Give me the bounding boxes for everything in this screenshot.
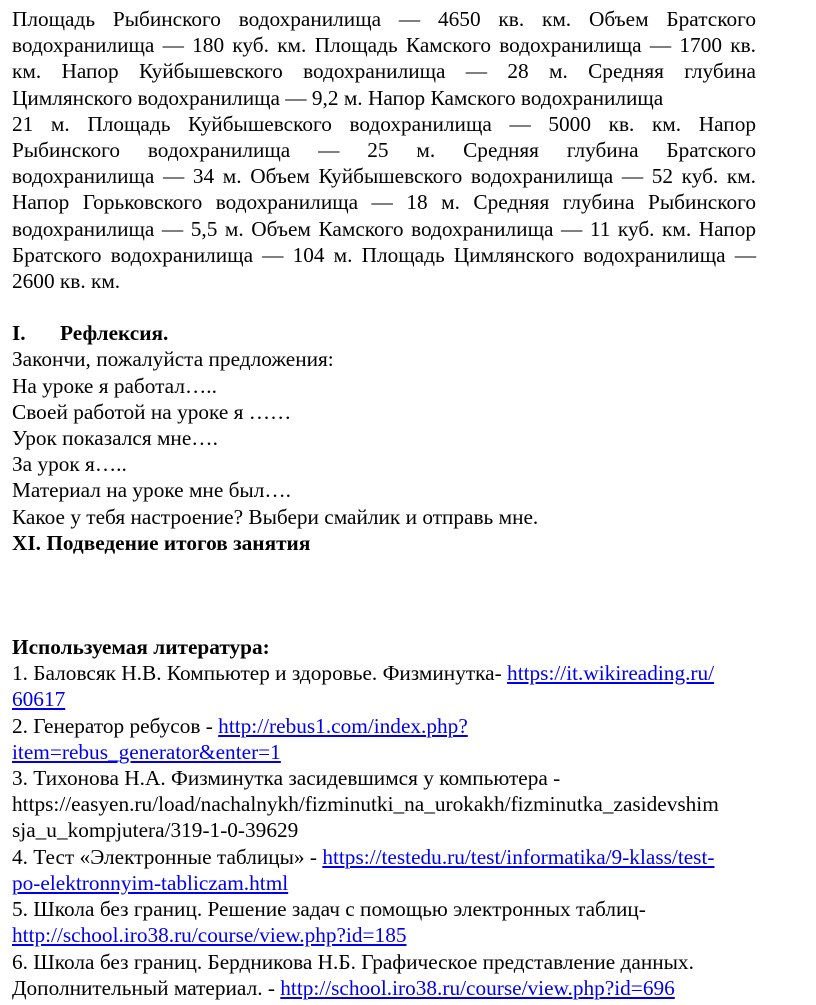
- text-line: Площадь Рыбинского водохранилища — 4650 кв. км. Объем Братского: [12, 7, 756, 31]
- reference-url-text: sja_u_kompjutera/319-1-0-39629: [12, 818, 299, 843]
- reference-link[interactable]: http://school.iro38.ru/course/view.php?id=185: [12, 923, 407, 948]
- list-item: 3. Тихонова Н.А. Физминутка засидевшимся у компьютера -: [12, 766, 561, 791]
- list-item-continuation: [12, 870, 756, 896]
- list-item-continuation: [12, 739, 756, 765]
- text-line: Напор Горьковского водохранилища — 18 м. Средняя глубина Рыбинского: [12, 190, 756, 215]
- reference-link[interactable]: po-elektronnyim-tabliczam.html: [12, 870, 289, 895]
- reference-link[interactable]: https://testedu.ru/test/informatika/9-klass/test-: [322, 844, 715, 869]
- text-line: Цимлянского водохранилища — 9,2 м. Напор Камского водохранилища: [12, 85, 664, 110]
- list-item: Своей работой на уроке я ……: [12, 399, 292, 424]
- reservoir-paragraph: [12, 6, 756, 294]
- text-line: водохранилища — 34 м. Объем Куйбышевского водохранилища — 52 куб. км.: [12, 164, 756, 189]
- list-item-continuation: [12, 975, 756, 1001]
- list-item: Закончи, пожалуйста предложения:: [12, 347, 334, 372]
- reference-url-text: https://easyen.ru/load/nachalnykh/fizminutki_na_urokakh/fizminutka_zasidevshim: [12, 792, 719, 817]
- text-line: Братского водохранилища — 104 м. Площадь Цимлянского водохранилища —: [12, 242, 756, 267]
- heading-numeral: I.: [12, 321, 26, 346]
- list-item: Материал на уроке мне был….: [12, 478, 291, 503]
- reference-text: 4. Тест «Электронные таблицы» -: [12, 844, 323, 869]
- reference-text: 1. Баловсяк Н.В. Компьютер и здоровье. Физминутка-: [12, 661, 508, 686]
- reflection-list: [12, 346, 756, 529]
- list-item-continuation: [12, 686, 756, 712]
- literature-title: Используемая литература:: [12, 635, 270, 660]
- list-item: [12, 713, 756, 739]
- literature-list: [12, 660, 756, 1001]
- reference-link[interactable]: https://it.wikireading.ru/: [507, 661, 715, 686]
- list-item: 5. Школа без границ. Решение задач с помощью электронных таблиц-: [12, 897, 646, 922]
- reflection-heading: [12, 320, 756, 346]
- list-item: На уроке я работал…..: [12, 373, 217, 398]
- reference-link[interactable]: http://rebus1.com/index.php?: [218, 713, 468, 738]
- reference-link[interactable]: item=rebus_generator&enter=1: [12, 739, 281, 764]
- text-line: водохранилища — 180 куб. км. Площадь Камского водохранилища — 1700 кв.: [12, 33, 756, 58]
- list-item: За урок я…..: [12, 452, 127, 477]
- blank-space: [12, 556, 756, 634]
- reference-link[interactable]: http://school.iro38.ru/course/view.php?id=696: [280, 975, 675, 1000]
- list-item: 6. Школа без границ. Бердникова Н.Б. Графическое представление данных.: [12, 949, 694, 974]
- list-item: [12, 660, 756, 686]
- reference-link[interactable]: 60617: [12, 687, 66, 712]
- text-line: 2600 кв. км.: [12, 269, 121, 294]
- list-item: [12, 844, 756, 870]
- heading-title: Рефлексия.: [60, 321, 169, 346]
- list-item: Урок показался мне….: [12, 426, 218, 451]
- text-line: 21 м. Площадь Куйбышевского водохранилища — 5000 кв. км. Напор: [12, 111, 756, 136]
- text-line: км. Напор Куйбышевского водохранилища — 28 м. Средняя глубина: [12, 59, 756, 84]
- reference-text: Дополнительный материал. -: [12, 975, 281, 1000]
- text-line: Рыбинского водохранилища — 25 м. Средняя глубина Братского: [12, 138, 756, 163]
- text-line: водохранилища — 5,5 м. Объем Камского водохранилища — 11 куб. км. Напор: [12, 216, 756, 241]
- list-item: Какое у тебя настроение? Выбери смайлик и отправь мне.: [12, 504, 539, 529]
- summary-heading: XI. Подведение итогов занятия: [12, 530, 311, 555]
- list-item-continuation: [12, 922, 756, 948]
- reference-text: 2. Генератор ребусов -: [12, 713, 219, 738]
